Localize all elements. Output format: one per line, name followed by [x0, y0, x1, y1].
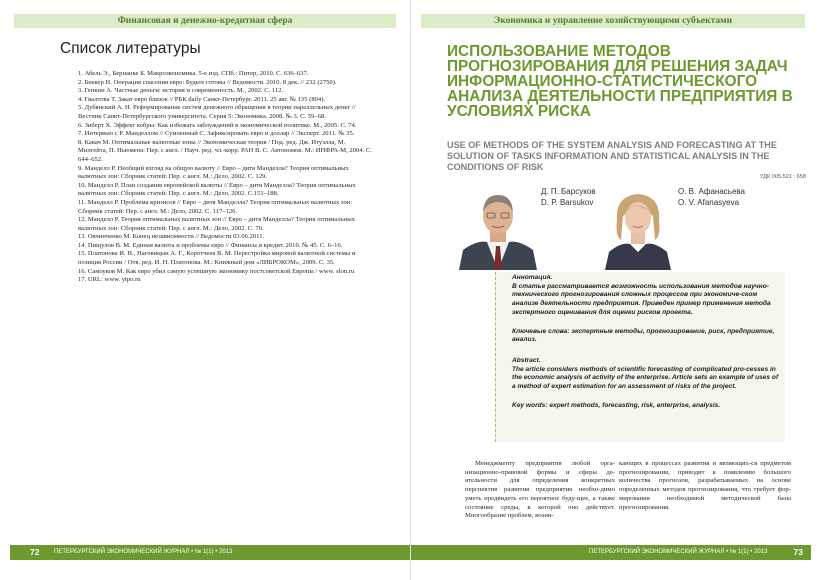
- references-title: Список литературы: [60, 40, 201, 57]
- reference-item: 12. Манделл Р. Теория оптимальных валютных зон // Евро – дитя Манделла? Теория оптимальных валютных зон: Сборник статей: Пер. с англ. М.: Дело, 2002. С. 70.: [78, 216, 355, 232]
- reference-item: 6. Зиберт Х. Эффект кобры: Как избежать заблуждений в экономической политике. М., 2005. С. 74.: [78, 121, 357, 129]
- reference-item: 13. Овчинченко М. Конец независимости // Ведомости 03.06.2011.: [78, 233, 265, 241]
- section-header: Финансовая и денежно-кредитная сфера: [14, 14, 396, 28]
- body-text-column-1: Менеджменту предприятия любой орга-низационно-правовой формы и сферы де-ятельности для определения конкретных перспектив развития предприятия необхо-димо уметь предвидеть его вероятное буду-щее, а также состояние среды, в которой оно действует. Многообразие проблем, возни-: [465, 460, 615, 520]
- section-header: Экономика и управление хозяйствующими субъектами: [421, 14, 805, 28]
- reference-item: 7. Интервью с Р. Манделлом // Сумленный С. Зафиксировать евро и доллар // Эксперт. 2011. № 35.: [78, 130, 355, 138]
- page-number: 72: [30, 547, 40, 557]
- reference-item: 9. Манделл Р. Необщий взгляд на общую валюту // Евро – дитя Манделла? Теория оптимальных валютных зон: Сборник статей: Пер. с англ. М.: Дело, 2002. С. 129.: [78, 164, 349, 181]
- reference-item: 14. Пищулов В. М. Единая валюта и проблемы евро // Финансы и кредит. 2010. № 45. С. 6–16.: [78, 241, 343, 249]
- keywords-ru: Ключевые слова: экспертные методы, прогнозирование, риск, предприятие, анализ.: [512, 327, 775, 344]
- author-name-ru: Д. П. Барсуков: [541, 187, 596, 196]
- udk-code: УДК 005.521 : 658: [759, 174, 806, 180]
- reference-item: 3. Генкин А. Частные деньги: история и современность. М., 2002. С. 112.: [78, 87, 284, 95]
- reference-item: 2. Беккер Н. Операция спасения евро: Будьте готовы // Ведомости. 2010. 8 дек. // 232 (2750).: [78, 78, 337, 86]
- author-name-en: O. V. Afanasyeva: [678, 198, 740, 207]
- reference-item: 16. Самоуков М. Как евро убил самую успешную экономику постсоветской Европы / www. slon.ru: [78, 267, 355, 275]
- article-title-en: USE OF METHODS OF THE SYSTEM ANALYSIS AND FORECASTING AT THE SOLUTION OF TASKS INFORMATION AND STATISTICAL ANALYSIS IN THE CONDITIONS OF RISK: [447, 140, 777, 173]
- article-title-ru: ИСПОЛЬЗОВАНИЕ МЕТОДОВ ПРОГНОЗИРОВАНИЯ ДЛЯ РЕШЕНИЯ ЗАДАЧ ИНФОРМАЦИОННО-СТАТИСТИЧЕСКОГО АНАЛИЗА ДЕЯТЕЛЬНОСТИ ПРЕДПРИЯТИЯ В УСЛОВИЯХ РИСКА: [447, 43, 793, 120]
- body-text-column-2: кающих в процессах развития и являющих-ся предметом прогнозирования, приводит к появлению большого количества прогнозов, разрабатываемых на основе определенных методов прогнозирования, что требует фор-мирования необходимой методической базы прогнозирования.: [619, 460, 791, 511]
- reference-item: 8. Кавач М. Оптимальные валютные зоны // Экономическая теория / Под. ред. Дж. Итуэлла, М. Милгейта, П. Ньюмена: Пер. с англ. / Науч. ред. чл.-корр. РАН В. С. Автономов. М.: ИНФРА-М, 2004. С. 644–652.: [78, 138, 372, 163]
- author-photo: [603, 186, 673, 270]
- author-names: [678, 186, 745, 208]
- author-name-ru: О. В. Афанасьева: [678, 187, 745, 196]
- page-footer: [411, 545, 811, 560]
- reference-item: 11. Манделл Р. Проблема кризисов // Евро – дитя Манделла? Теория оптимальных валютных зон: Сборник статей: Пер. с англ. М.: Дело, 2002. С. 117–126.: [78, 198, 353, 215]
- references-list: [78, 70, 374, 285]
- abstract-text-en: The article considers methods of scientific forecasting of complicated pro-cesses in the economic analysis of activity of the enterprise. Article sets an example of uses of a method of expert estimation for an assessment of risks of the project.: [512, 365, 779, 391]
- reference-item: 1. Абель Э., Бернанке Б. Макроэкономика. 5-е изд. СПб.: Питер, 2010. С. 636–637.: [78, 70, 309, 77]
- reference-item: 15. Платонова И. Н., Наговицын А. Г., Коротчеев В. М. Перестройка мировой валютной системы и позиция России / Отв. ред. И. Н. Платонова. М.: Книжный дом «ЛИБРОКОМ», 2009. С. 35.: [78, 250, 356, 267]
- reference-item: 10. Манделл Р. План создания европейской валюты // Евро – дитя Манделла? Теория оптимальных валютных зон: Сборник статей: Пер. с англ. М.: Дело, 2002. С.151–188.: [78, 181, 356, 198]
- right-page: [410, 0, 820, 580]
- reference-item: 4. Гвалтова Т. Закат евро близок // РБК daily Санкт-Петербург. 2011. 25 авг. № 135 (804).: [78, 95, 326, 103]
- abstract-box: [495, 272, 785, 442]
- author-name-en: D. P. Barsukov: [541, 198, 594, 207]
- abstract-text-ru: В статье рассматривается возможность использования методов научно-технического прогнозирования сложных процессов при экономиче-ском анализе деятельности предприятия. Приведен пример применения метода экспертного оценивания для оценки рисков проекта.: [512, 282, 771, 316]
- page-footer: [10, 545, 410, 560]
- keywords-en: Key words: expert methods, forecasting, risk, enterprise, analysis.: [512, 401, 721, 409]
- page-number: 73: [793, 547, 803, 557]
- author-block: [593, 186, 773, 272]
- author-photo: [457, 186, 539, 270]
- reference-item: 5. Дубянский А. Н. Реформирование систем денежного обращения в теории параллельных денег // Вестник Санкт-Петербургского университета. Серия 5: Экономика. 2008. № 3. С. 59–68.: [78, 104, 356, 120]
- reference-item: 17. URL: www. ytpo.ru: [78, 276, 141, 284]
- abstract-heading-en: Abstract.: [512, 356, 541, 364]
- abstract-heading-ru: Аннотация.: [512, 274, 553, 281]
- journal-name: ПЕТЕРБУРГСКИЙ ЭКОНОМИЧЕСКИЙ ЖУРНАЛ • № 1(1) • 2013: [589, 549, 768, 555]
- author-names: [541, 186, 596, 208]
- journal-name: ПЕТЕРБУРГСКИЙ ЭКОНОМИЧЕСКИЙ ЖУРНАЛ • № 1(1) • 2013: [54, 549, 233, 555]
